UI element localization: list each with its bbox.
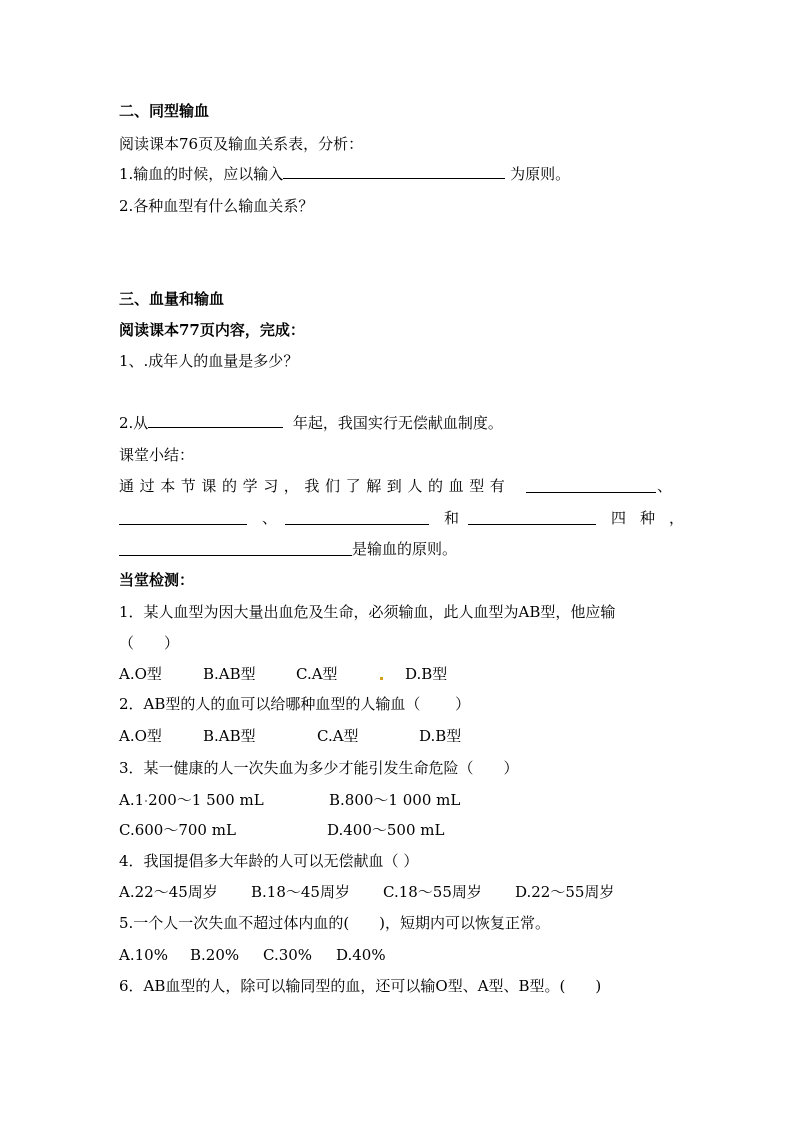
q4-option-a[interactable]: A.22～45周岁 bbox=[119, 883, 218, 901]
section-2-question-1 bbox=[119, 164, 570, 184]
q2-option-b[interactable]: B.AB型 bbox=[203, 727, 256, 745]
q3-option-a[interactable] bbox=[119, 790, 264, 810]
q5-option-b[interactable]: B.20% bbox=[190, 946, 240, 964]
summary-separator-2: 、 bbox=[262, 509, 278, 527]
section-3-reading-instruction: 阅读课本77页内容，完成： bbox=[119, 321, 305, 339]
decorative-dot bbox=[145, 800, 147, 802]
q4-option-c[interactable]: C.18～55周岁 bbox=[383, 883, 482, 901]
blood-type-blank-2[interactable] bbox=[119, 510, 247, 525]
q1-option-a[interactable]: A.O型 bbox=[119, 665, 162, 683]
q2-option-d[interactable]: D.B型 bbox=[419, 727, 462, 745]
summary-line-3-suffix: 是输血的原则。 bbox=[352, 540, 458, 558]
quiz-question-3: 3．某一健康的人一次失血为多少才能引发生命危险（ ） bbox=[119, 759, 519, 777]
question-2-prefix: 2.从 bbox=[119, 414, 149, 432]
quiz-question-2: 2．AB型的人的血可以给哪种血型的人输血（ ） bbox=[119, 695, 471, 713]
q3-option-b[interactable]: B.800～1 000 mL bbox=[329, 791, 461, 809]
section-2-reading-instruction: 阅读课本76页及输血关系表，分析： bbox=[119, 135, 364, 153]
blood-type-blank-3[interactable] bbox=[285, 510, 429, 525]
q5-option-a[interactable]: A.10% bbox=[119, 946, 168, 964]
q2-option-c[interactable]: C.A型 bbox=[317, 727, 359, 745]
quiz-question-1: 1．某人血型为因大量出血危及生命，必须输血，此人血型为AB型，他应输 bbox=[119, 603, 616, 621]
quiz-question-1-bracket: （ ） bbox=[119, 634, 180, 652]
q4-option-d[interactable]: D.22～55周岁 bbox=[515, 883, 615, 901]
summary-separator-1: 、 bbox=[657, 477, 673, 495]
q1-option-d[interactable]: D.B型 bbox=[405, 665, 448, 683]
q3-option-c[interactable]: C.600～700 mL bbox=[119, 821, 236, 839]
summary-separator-4: 四种， bbox=[611, 509, 699, 527]
q1-option-c[interactable]: C.A型 bbox=[296, 665, 338, 683]
q3-option-d[interactable]: D.400～500 mL bbox=[327, 821, 445, 839]
blood-type-blank-4[interactable] bbox=[468, 510, 596, 525]
blood-type-blank-1[interactable] bbox=[526, 478, 656, 493]
summary-title: 课堂小结： bbox=[119, 446, 195, 464]
section-2-question-2: 2.各种血型有什么输血关系？ bbox=[119, 197, 314, 215]
summary-line-1: 通过本节课的学习，我们了解到人的血型有 bbox=[119, 477, 511, 495]
q4-option-b[interactable]: B.18～45周岁 bbox=[251, 883, 350, 901]
q5-option-c[interactable]: C.30% bbox=[263, 946, 313, 964]
q5-option-d[interactable]: D.40% bbox=[336, 946, 386, 964]
q2-option-a[interactable]: A.O型 bbox=[119, 727, 162, 745]
answer-blank[interactable] bbox=[148, 413, 283, 428]
section-3-question-2 bbox=[119, 413, 503, 433]
question-1-prefix: 1.输血的时候，应以输入 bbox=[119, 165, 284, 183]
principle-blank[interactable] bbox=[119, 541, 352, 556]
section-3-title: 三、血量和输血 bbox=[119, 290, 225, 308]
answer-blank[interactable] bbox=[283, 164, 505, 179]
quiz-question-6: 6．AB血型的人，除可以输同型的血，还可以输O型、A型、B型。( ) bbox=[119, 977, 602, 995]
quiz-question-5: 5.一个人一次失血不超过体内血的( )，短期内可以恢复正常。 bbox=[119, 914, 551, 932]
section-2-title: 二、同型输血 bbox=[119, 102, 210, 120]
section-3-question-1: 1、.成年人的血量是多少？ bbox=[119, 352, 299, 370]
q3-option-a-part-1: A.1 bbox=[119, 791, 145, 809]
quiz-question-4: 4．我国提倡多大年龄的人可以无偿献血（ ） bbox=[119, 852, 419, 870]
question-1-suffix: 为原则。 bbox=[510, 165, 571, 183]
q1-option-b[interactable]: B.AB型 bbox=[203, 665, 256, 683]
question-2-suffix: 年起，我国实行无偿献血制度。 bbox=[292, 414, 503, 432]
decorative-dot bbox=[380, 677, 383, 680]
quiz-title: 当堂检测： bbox=[119, 571, 195, 589]
summary-separator-3: 和 bbox=[444, 509, 460, 527]
q3-option-a-part-2: 200～1 500 mL bbox=[148, 791, 264, 809]
